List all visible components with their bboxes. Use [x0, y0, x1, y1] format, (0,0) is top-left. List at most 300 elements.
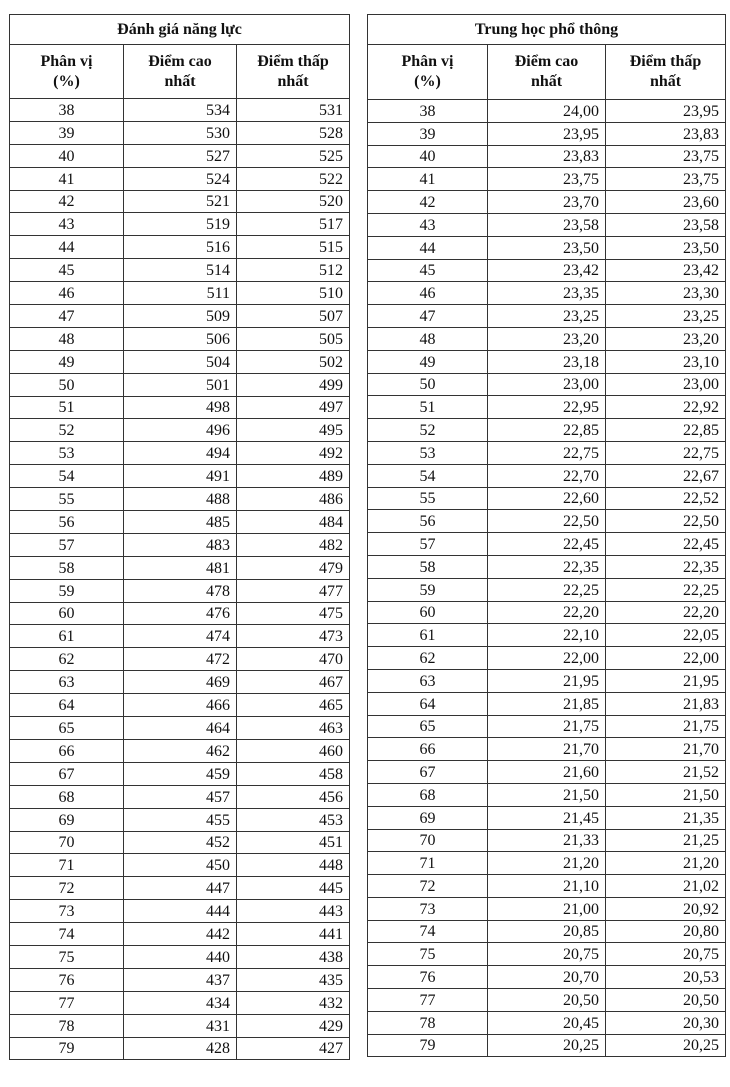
cell-low-score: 492: [237, 442, 350, 465]
cell-low-score: 20,53: [606, 966, 726, 989]
cell-low-score: 510: [237, 282, 350, 305]
cell-high-score: 506: [124, 327, 237, 350]
cell-low-score: 467: [237, 671, 350, 694]
cell-low-score: 20,25: [606, 1034, 726, 1057]
cell-high-score: 21,20: [488, 852, 606, 875]
header-percentile: Phân vị (%): [10, 45, 124, 99]
table-body: [10, 99, 350, 1060]
cell-high-score: 23,70: [488, 191, 606, 214]
cell-high-score: 466: [124, 694, 237, 717]
cell-high-score: 23,83: [488, 145, 606, 168]
table-row: [368, 305, 726, 328]
cell-percentile: 56: [368, 510, 488, 533]
cell-percentile: 46: [368, 282, 488, 305]
cell-percentile: 53: [368, 441, 488, 464]
table-row: [368, 647, 726, 670]
cell-high-score: 20,25: [488, 1034, 606, 1057]
cell-high-score: 504: [124, 350, 237, 373]
cell-percentile: 62: [368, 647, 488, 670]
cell-high-score: 21,70: [488, 738, 606, 761]
cell-high-score: 442: [124, 923, 237, 946]
table-row: [10, 465, 350, 488]
table-row: [368, 510, 726, 533]
cell-high-score: 516: [124, 236, 237, 259]
cell-percentile: 40: [10, 144, 124, 167]
cell-high-score: 22,20: [488, 601, 606, 624]
table-row: [368, 989, 726, 1012]
cell-percentile: 75: [10, 945, 124, 968]
cell-low-score: 22,00: [606, 647, 726, 670]
cell-high-score: 22,60: [488, 487, 606, 510]
cell-percentile: 64: [368, 692, 488, 715]
cell-high-score: 440: [124, 945, 237, 968]
cell-high-score: 22,35: [488, 555, 606, 578]
cell-low-score: 23,58: [606, 213, 726, 236]
cell-high-score: 23,50: [488, 236, 606, 259]
cell-percentile: 63: [10, 671, 124, 694]
cell-high-score: 20,85: [488, 920, 606, 943]
table-dgnl: [9, 14, 350, 1060]
cell-low-score: 21,70: [606, 738, 726, 761]
cell-percentile: 38: [10, 99, 124, 122]
cell-high-score: 21,95: [488, 669, 606, 692]
cell-low-score: 23,50: [606, 236, 726, 259]
cell-percentile: 43: [10, 213, 124, 236]
table-row: [10, 945, 350, 968]
cell-low-score: 23,95: [606, 100, 726, 123]
cell-high-score: 496: [124, 419, 237, 442]
cell-low-score: 20,50: [606, 989, 726, 1012]
cell-low-score: 435: [237, 968, 350, 991]
cell-low-score: 20,80: [606, 920, 726, 943]
cell-percentile: 49: [10, 350, 124, 373]
cell-low-score: 22,35: [606, 555, 726, 578]
cell-low-score: 22,92: [606, 396, 726, 419]
cell-percentile: 77: [10, 991, 124, 1014]
table-row: [10, 785, 350, 808]
cell-low-score: 484: [237, 511, 350, 534]
table-row: [368, 191, 726, 214]
table-row: [10, 991, 350, 1014]
cell-low-score: 21,52: [606, 761, 726, 784]
cell-percentile: 38: [368, 100, 488, 123]
table-row: [368, 692, 726, 715]
cell-percentile: 66: [10, 739, 124, 762]
cell-percentile: 54: [368, 464, 488, 487]
cell-percentile: 69: [368, 806, 488, 829]
cell-low-score: 448: [237, 854, 350, 877]
cell-high-score: 20,70: [488, 966, 606, 989]
cell-high-score: 21,50: [488, 783, 606, 806]
cell-high-score: 501: [124, 373, 237, 396]
cell-low-score: 23,42: [606, 259, 726, 282]
cell-low-score: 23,00: [606, 373, 726, 396]
cell-percentile: 48: [368, 327, 488, 350]
cell-percentile: 56: [10, 511, 124, 534]
cell-high-score: 21,45: [488, 806, 606, 829]
cell-low-score: 22,25: [606, 578, 726, 601]
cell-high-score: 23,75: [488, 168, 606, 191]
cell-low-score: 451: [237, 831, 350, 854]
cell-percentile: 60: [368, 601, 488, 624]
cell-high-score: 22,10: [488, 624, 606, 647]
cell-low-score: 495: [237, 419, 350, 442]
table-row: [10, 99, 350, 122]
cell-low-score: 499: [237, 373, 350, 396]
cell-low-score: 21,83: [606, 692, 726, 715]
table-row: [10, 236, 350, 259]
table-thpt: [367, 14, 726, 1057]
cell-percentile: 48: [10, 327, 124, 350]
table-row: [10, 968, 350, 991]
cell-low-score: 22,85: [606, 419, 726, 442]
cell-percentile: 66: [368, 738, 488, 761]
table-row: [10, 556, 350, 579]
table-row: [368, 943, 726, 966]
table-row: [368, 806, 726, 829]
cell-low-score: 507: [237, 305, 350, 328]
cell-percentile: 42: [368, 191, 488, 214]
table-row: [10, 373, 350, 396]
cell-high-score: 534: [124, 99, 237, 122]
cell-low-score: 465: [237, 694, 350, 717]
cell-low-score: 21,20: [606, 852, 726, 875]
cell-low-score: 486: [237, 488, 350, 511]
table-row: [10, 442, 350, 465]
table-row: [368, 100, 726, 123]
table-row: [368, 624, 726, 647]
table-row: [10, 900, 350, 923]
cell-high-score: 23,00: [488, 373, 606, 396]
table-body: [368, 100, 726, 1057]
table-row: [10, 282, 350, 305]
cell-low-score: 460: [237, 739, 350, 762]
cell-percentile: 68: [368, 783, 488, 806]
cell-high-score: 22,85: [488, 419, 606, 442]
cell-high-score: 22,75: [488, 441, 606, 464]
cell-high-score: 450: [124, 854, 237, 877]
cell-high-score: 524: [124, 167, 237, 190]
table-row: [10, 602, 350, 625]
cell-low-score: 22,05: [606, 624, 726, 647]
table-row: [10, 671, 350, 694]
cell-percentile: 47: [10, 305, 124, 328]
cell-low-score: 22,67: [606, 464, 726, 487]
cell-high-score: 22,95: [488, 396, 606, 419]
cell-percentile: 51: [368, 396, 488, 419]
cell-low-score: 470: [237, 648, 350, 671]
table-row: [368, 966, 726, 989]
table-row: [368, 441, 726, 464]
cell-high-score: 452: [124, 831, 237, 854]
table-row: [368, 738, 726, 761]
table-row: [368, 1034, 726, 1057]
cell-percentile: 73: [10, 900, 124, 923]
table-row: [368, 920, 726, 943]
cell-percentile: 58: [10, 556, 124, 579]
table-row: [368, 555, 726, 578]
table-row: [10, 831, 350, 854]
cell-percentile: 76: [10, 968, 124, 991]
cell-percentile: 75: [368, 943, 488, 966]
cell-percentile: 57: [10, 533, 124, 556]
cell-low-score: 463: [237, 717, 350, 740]
table-row: [368, 715, 726, 738]
cell-percentile: 61: [10, 625, 124, 648]
cell-percentile: 72: [368, 875, 488, 898]
cell-high-score: 511: [124, 282, 237, 305]
table-row: [368, 578, 726, 601]
cell-percentile: 52: [368, 419, 488, 442]
cell-high-score: 437: [124, 968, 237, 991]
table-row: [368, 282, 726, 305]
cell-high-score: 21,60: [488, 761, 606, 784]
cell-low-score: 23,20: [606, 327, 726, 350]
cell-low-score: 512: [237, 259, 350, 282]
table-row: [368, 875, 726, 898]
cell-high-score: 472: [124, 648, 237, 671]
table-row: [10, 854, 350, 877]
cell-percentile: 78: [10, 1014, 124, 1037]
cell-percentile: 47: [368, 305, 488, 328]
cell-percentile: 69: [10, 808, 124, 831]
cell-high-score: 23,20: [488, 327, 606, 350]
cell-high-score: 22,70: [488, 464, 606, 487]
cell-high-score: 455: [124, 808, 237, 831]
table-row: [368, 213, 726, 236]
cell-high-score: 22,25: [488, 578, 606, 601]
cell-high-score: 485: [124, 511, 237, 534]
cell-percentile: 50: [10, 373, 124, 396]
cell-low-score: 22,45: [606, 533, 726, 556]
table-row: [10, 1037, 350, 1060]
table-row: [10, 717, 350, 740]
cell-percentile: 50: [368, 373, 488, 396]
cell-low-score: 515: [237, 236, 350, 259]
header-percentile: Phân vị (%): [368, 45, 488, 100]
cell-high-score: 491: [124, 465, 237, 488]
cell-high-score: 20,75: [488, 943, 606, 966]
cell-high-score: 509: [124, 305, 237, 328]
cell-low-score: 20,75: [606, 943, 726, 966]
cell-high-score: 23,58: [488, 213, 606, 236]
cell-percentile: 71: [10, 854, 124, 877]
cell-high-score: 20,50: [488, 989, 606, 1012]
cell-high-score: 521: [124, 190, 237, 213]
table-title: Trung học phổ thông: [368, 15, 726, 45]
cell-percentile: 41: [10, 167, 124, 190]
cell-low-score: 23,10: [606, 350, 726, 373]
cell-high-score: 457: [124, 785, 237, 808]
cell-low-score: 528: [237, 121, 350, 144]
cell-low-score: 429: [237, 1014, 350, 1037]
cell-percentile: 55: [10, 488, 124, 511]
table-row: [368, 396, 726, 419]
table-row: [10, 190, 350, 213]
cell-low-score: 475: [237, 602, 350, 625]
cell-high-score: 444: [124, 900, 237, 923]
cell-high-score: 23,95: [488, 122, 606, 145]
cell-low-score: 502: [237, 350, 350, 373]
cell-low-score: 21,95: [606, 669, 726, 692]
cell-low-score: 497: [237, 396, 350, 419]
cell-high-score: 478: [124, 579, 237, 602]
cell-high-score: 22,45: [488, 533, 606, 556]
table-row: [10, 648, 350, 671]
cell-low-score: 20,92: [606, 897, 726, 920]
cell-percentile: 63: [368, 669, 488, 692]
cell-high-score: 498: [124, 396, 237, 419]
cell-high-score: 494: [124, 442, 237, 465]
cell-high-score: 483: [124, 533, 237, 556]
table-row: [10, 327, 350, 350]
cell-high-score: 488: [124, 488, 237, 511]
cell-low-score: 23,75: [606, 145, 726, 168]
cell-low-score: 531: [237, 99, 350, 122]
cell-percentile: 67: [10, 762, 124, 785]
cell-percentile: 40: [368, 145, 488, 168]
cell-percentile: 57: [368, 533, 488, 556]
table-row: [368, 487, 726, 510]
cell-percentile: 79: [368, 1034, 488, 1057]
cell-percentile: 54: [10, 465, 124, 488]
cell-high-score: 431: [124, 1014, 237, 1037]
cell-percentile: 77: [368, 989, 488, 1012]
cell-percentile: 70: [368, 829, 488, 852]
cell-low-score: 438: [237, 945, 350, 968]
table-row: [368, 327, 726, 350]
table-row: [10, 877, 350, 900]
cell-low-score: 477: [237, 579, 350, 602]
cell-percentile: 61: [368, 624, 488, 647]
cell-high-score: 23,25: [488, 305, 606, 328]
cell-low-score: 21,02: [606, 875, 726, 898]
cell-high-score: 530: [124, 121, 237, 144]
cell-high-score: 21,75: [488, 715, 606, 738]
cell-percentile: 49: [368, 350, 488, 373]
table-row: [10, 488, 350, 511]
table-row: [10, 579, 350, 602]
table-row: [368, 1011, 726, 1034]
cell-low-score: 23,75: [606, 168, 726, 191]
cell-high-score: 447: [124, 877, 237, 900]
cell-high-score: 464: [124, 717, 237, 740]
cell-high-score: 434: [124, 991, 237, 1014]
cell-percentile: 58: [368, 555, 488, 578]
cell-high-score: 469: [124, 671, 237, 694]
cell-low-score: 479: [237, 556, 350, 579]
cell-high-score: 459: [124, 762, 237, 785]
cell-high-score: 527: [124, 144, 237, 167]
cell-percentile: 44: [368, 236, 488, 259]
cell-high-score: 21,33: [488, 829, 606, 852]
cell-percentile: 46: [10, 282, 124, 305]
cell-low-score: 525: [237, 144, 350, 167]
table-row: [10, 808, 350, 831]
cell-low-score: 23,25: [606, 305, 726, 328]
cell-percentile: 71: [368, 852, 488, 875]
cell-percentile: 65: [10, 717, 124, 740]
cell-high-score: 23,35: [488, 282, 606, 305]
table-row: [10, 213, 350, 236]
cell-percentile: 51: [10, 396, 124, 419]
cell-percentile: 74: [368, 920, 488, 943]
cell-low-score: 21,50: [606, 783, 726, 806]
cell-percentile: 76: [368, 966, 488, 989]
cell-percentile: 64: [10, 694, 124, 717]
cell-percentile: 60: [10, 602, 124, 625]
cell-percentile: 55: [368, 487, 488, 510]
cell-low-score: 482: [237, 533, 350, 556]
cell-high-score: 481: [124, 556, 237, 579]
cell-percentile: 39: [368, 122, 488, 145]
cell-low-score: 21,25: [606, 829, 726, 852]
table-row: [368, 122, 726, 145]
cell-percentile: 45: [368, 259, 488, 282]
cell-percentile: 59: [10, 579, 124, 602]
table-row: [10, 167, 350, 190]
table-row: [368, 783, 726, 806]
cell-high-score: 476: [124, 602, 237, 625]
cell-high-score: 23,18: [488, 350, 606, 373]
cell-percentile: 67: [368, 761, 488, 784]
table-row: [368, 145, 726, 168]
cell-low-score: 453: [237, 808, 350, 831]
header-high-score: Điểm cao nhất: [124, 45, 237, 99]
cell-low-score: 522: [237, 167, 350, 190]
cell-percentile: 52: [10, 419, 124, 442]
cell-percentile: 65: [368, 715, 488, 738]
header-low-score: Điểm thấp nhất: [237, 45, 350, 99]
table-row: [10, 350, 350, 373]
cell-low-score: 432: [237, 991, 350, 1014]
cell-low-score: 456: [237, 785, 350, 808]
cell-low-score: 22,50: [606, 510, 726, 533]
cell-low-score: 517: [237, 213, 350, 236]
header-low-score: Điểm thấp nhất: [606, 45, 726, 100]
cell-high-score: 474: [124, 625, 237, 648]
cell-low-score: 22,75: [606, 441, 726, 464]
cell-percentile: 78: [368, 1011, 488, 1034]
table-row: [10, 396, 350, 419]
table-row: [10, 625, 350, 648]
table-row: [368, 259, 726, 282]
cell-low-score: 505: [237, 327, 350, 350]
table-row: [10, 1014, 350, 1037]
table-row: [10, 144, 350, 167]
cell-percentile: 70: [10, 831, 124, 854]
header-high-score: Điểm cao nhất: [488, 45, 606, 100]
cell-high-score: 514: [124, 259, 237, 282]
table-row: [10, 305, 350, 328]
table-row: [368, 601, 726, 624]
cell-low-score: 21,35: [606, 806, 726, 829]
table-row: [10, 121, 350, 144]
cell-percentile: 73: [368, 897, 488, 920]
cell-percentile: 79: [10, 1037, 124, 1060]
cell-low-score: 22,20: [606, 601, 726, 624]
cell-low-score: 441: [237, 923, 350, 946]
cell-percentile: 74: [10, 923, 124, 946]
table-row: [10, 923, 350, 946]
cell-high-score: 22,50: [488, 510, 606, 533]
table-title: Đánh giá năng lực: [10, 15, 350, 45]
cell-low-score: 23,83: [606, 122, 726, 145]
table-row: [368, 761, 726, 784]
cell-low-score: 458: [237, 762, 350, 785]
cell-percentile: 59: [368, 578, 488, 601]
cell-high-score: 519: [124, 213, 237, 236]
